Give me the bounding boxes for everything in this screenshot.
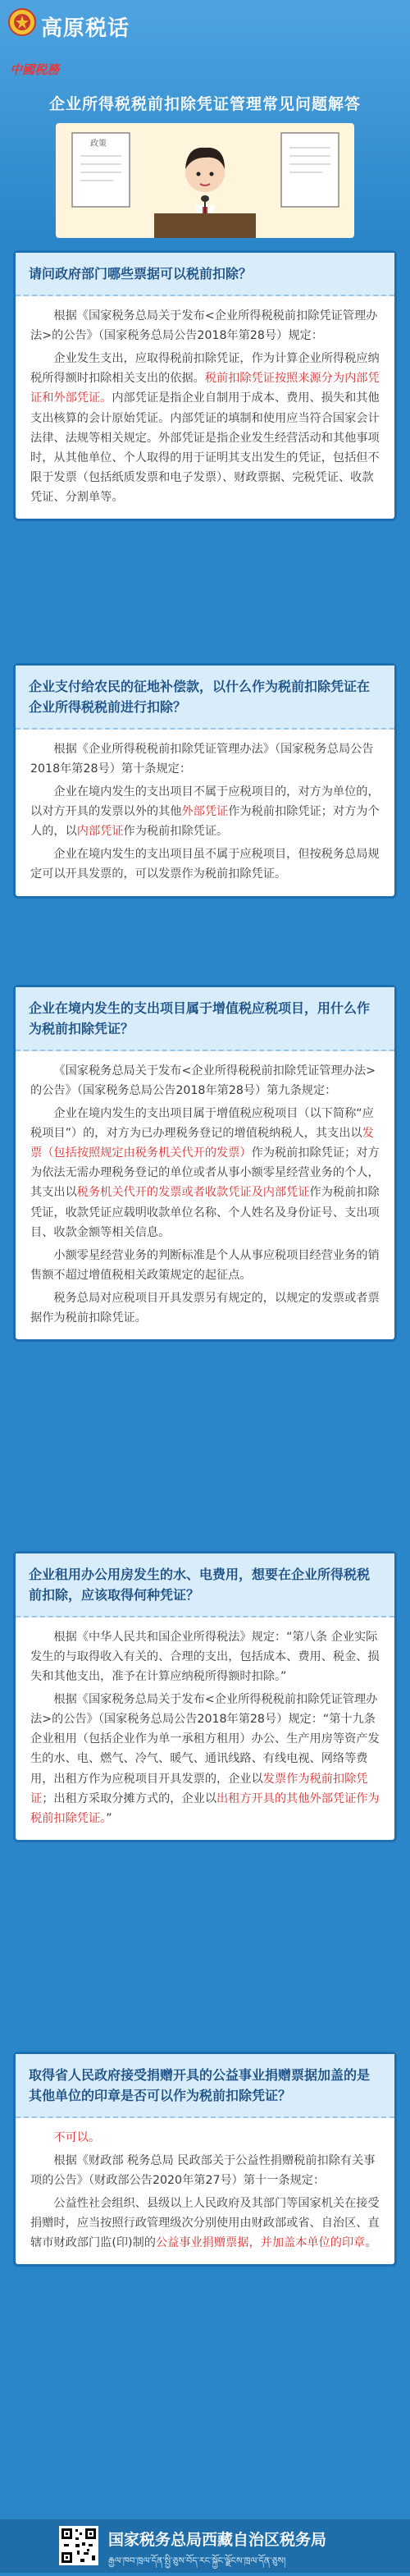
- answer-text: ；出租方采取分摊方式的，企业以: [42, 1791, 217, 1805]
- question-title: 企业支付给农民的征地补偿款，以什么作为税前扣除凭证在企业所得税税前进行扣除？: [16, 666, 394, 730]
- brand-title: 高原税话: [41, 16, 130, 41]
- qa-card: [13, 1551, 397, 1842]
- answer-text: 作为税前扣除凭证；对方为个人的，以: [30, 805, 380, 839]
- footer-org-name: 国家税务总局西藏自治区税务局: [108, 2531, 327, 2549]
- answer-text: 《国家税务总局关于发布<企业所得税税前扣除凭证管理办法>的公告》（国家税务总局公告2018年第28号）第九条规定：: [30, 1064, 376, 1097]
- qa-card: [13, 663, 397, 899]
- answer-paragraph: [30, 2151, 380, 2190]
- answer-text: 企业发生支出，应取得税前扣除凭证，作为计算企业所得税应纳税所得额时扣除相关支出的依据。: [30, 352, 380, 386]
- question-title: 企业租用办公用房发生的水、电费用，想要在企业所得税税前扣除，应该取得何种凭证？: [16, 1553, 394, 1617]
- question-title: 请问政府部门哪些票据可以税前扣除？: [16, 253, 394, 296]
- qa-card: [13, 985, 397, 1342]
- qa-card: [13, 250, 397, 521]
- answer-paragraph: [30, 2128, 380, 2148]
- brand-subtitle: 中國税務: [10, 62, 60, 77]
- highlighted-text: 出租方开具的其他外部凭证作为税前扣除凭证。: [30, 1791, 380, 1825]
- answer-text: 企业在境内发生的支出项目虽不属于应税项目，但按税务总局规定可以开具发票的，可以发票作为税前扣除凭证。: [30, 848, 380, 881]
- answer-body: [16, 2118, 394, 2265]
- highlighted-text: 税前扣除凭证按照来源分为内部凭证和外部凭证。: [30, 372, 380, 405]
- answer-paragraph: [30, 349, 380, 507]
- answer-text: 根据《国家税务总局关于发布<企业所得税税前扣除凭证管理办法>的公告》（国家税务总局公告2018年第28号）规定：: [30, 309, 378, 342]
- answer-text: 作为税前扣除凭证，收款凭证应载明收款单位名称、个人姓名及身份证号、支出项目、收款金额等相关信息。: [30, 1186, 380, 1239]
- answer-text: 公益性社会组织、县级以上人民政府及其部门等国家机关在接受捐赠时，应当按照行政管理级次分别使用由财政部或省、自治区、直辖市财政部门监(印)制的: [30, 2197, 380, 2250]
- highlighted-text: 税务机关代开的发票或者收款凭证及内部凭证: [76, 1186, 310, 1200]
- answer-body: [16, 296, 394, 519]
- footer-org-name-tibetan: རྒྱལ་ཁབ་ཁྲལ་དོན་སྤྱི་ཅུས་བོད་རང་སྐྱོང་ལྗོངས་ཁྲལ་དོན་ཅུས།: [108, 2555, 286, 2566]
- answer-paragraph: [30, 844, 380, 884]
- answer-paragraph: [30, 1061, 380, 1100]
- answer-paragraph: [30, 2194, 380, 2253]
- answer-text: 企业在境内发生的支出项目属于增值税应税项目（以下简称“应税项目”）的，对方为已办理税务登记的增值税纳税人，其支出以: [30, 1106, 374, 1141]
- tax-emblem-icon: [8, 8, 36, 36]
- answer-text: 根据《中华人民共和国企业所得税法》规定：“第八条 企业实际发生的与取得收入有关的、合理的支出，包括成本、费用、税金、损失和其他支出，准予在计算应纳税所得额时扣除。”: [30, 1630, 380, 1683]
- answer-text: 根据《财政部 税务总局 民政部关于公益性捐赠税前扣除有关事项的公告》（财政部公告2020年第27号）第十一条规定：: [30, 2153, 376, 2187]
- qr-code-icon[interactable]: [59, 2526, 98, 2565]
- answer-paragraph: [30, 1246, 380, 1285]
- answer-paragraph: [30, 1288, 380, 1328]
- answer-text: ”: [106, 1811, 112, 1825]
- question-title: 企业在境内发生的支出项目属于增值税应税项目，用什么作为税前扣除凭证？: [16, 987, 394, 1051]
- answer-paragraph: [30, 1690, 380, 1828]
- answer-paragraph: [30, 1627, 380, 1686]
- answer-paragraph: [30, 739, 380, 779]
- highlighted-text: 内部凭证: [76, 825, 124, 839]
- header-banner: [0, 0, 410, 238]
- answer-text: 企业在境内发生的支出项目不属于应税项目的，对方为单位的，以对方开具的发票以外的其他: [30, 785, 380, 819]
- highlighted-text: 发票（包括按照规定由税务机关代开的发票）: [30, 1127, 374, 1160]
- answer-paragraph: [30, 306, 380, 345]
- highlighted-text: 外部凭证: [181, 805, 229, 819]
- answer-text: 内部凭证是指企业自制用于成本、费用、损失和其他支出核算的会计原始凭证。内部凭证的填制和使用应当符合国家会计法律、法规等相关规定。外部凭证是指企业发生经营活动和其他事项时，从其他单位、个人取得的用于证明其支出发生的凭证，包括但不限于发票（包括纸质发票和电子发票）、财政票据、完税凭证、收款凭证、分割单等。: [30, 391, 380, 505]
- highlighted-text: 公益事业捐赠票据，并加盖本单位的印章。: [155, 2236, 377, 2250]
- footer-bar: [0, 2519, 410, 2573]
- highlighted-text: 不可以。: [53, 2130, 101, 2144]
- qa-card: [13, 2052, 397, 2267]
- answer-body: [16, 1051, 394, 1340]
- answer-text: 作为税前扣除凭证。: [123, 825, 229, 839]
- answer-paragraph: [30, 1104, 380, 1242]
- highlighted-text: 发票作为税前扣除凭证: [30, 1772, 368, 1805]
- page-title: 企业所得税税前扣除凭证管理常见问题解答: [48, 95, 361, 113]
- doc-label: 政策: [90, 140, 107, 149]
- answer-text: 根据《国家税务总局关于发布<企业所得税税前扣除凭证管理办法>的公告》（国家税务总局公告2018年第28号）规定：“第十九条 企业租用（包括企业作为单一承租方租用）办公、生产用房等资产发生的水、电、燃气、冷气、暖气、通讯线路、有线电视、网络等费用，出租方作为应税项目开具发票的，企业以: [30, 1693, 380, 1786]
- answer-text: 小额零星经营业务的判断标准是个人从事应税项目经营业务的销售额不超过增值税相关政策规定的起征点。: [30, 1248, 380, 1282]
- answer-text: 税务总局对应税项目开具发票另有规定的，以规定的发票或者票据作为税前扣除凭证。: [30, 1292, 380, 1325]
- answer-paragraph: [30, 782, 380, 841]
- answer-body: [16, 730, 394, 896]
- presenter-illustration: [56, 115, 354, 238]
- answer-text: 作为税前扣除凭证；对方为依法无需办理税务登记的单位或者从事小额零星经营业务的个人，其支出以: [30, 1146, 380, 1200]
- answer-text: 根据《企业所得税税前扣除凭证管理办法》（国家税务总局公告2018年第28号）第十条规定：: [30, 742, 374, 776]
- answer-body: [16, 1617, 394, 1840]
- question-title: 取得省人民政府接受捐赠开具的公益事业捐赠票据加盖的是其他单位的印章是否可以作为税前扣除凭证？: [16, 2054, 394, 2118]
